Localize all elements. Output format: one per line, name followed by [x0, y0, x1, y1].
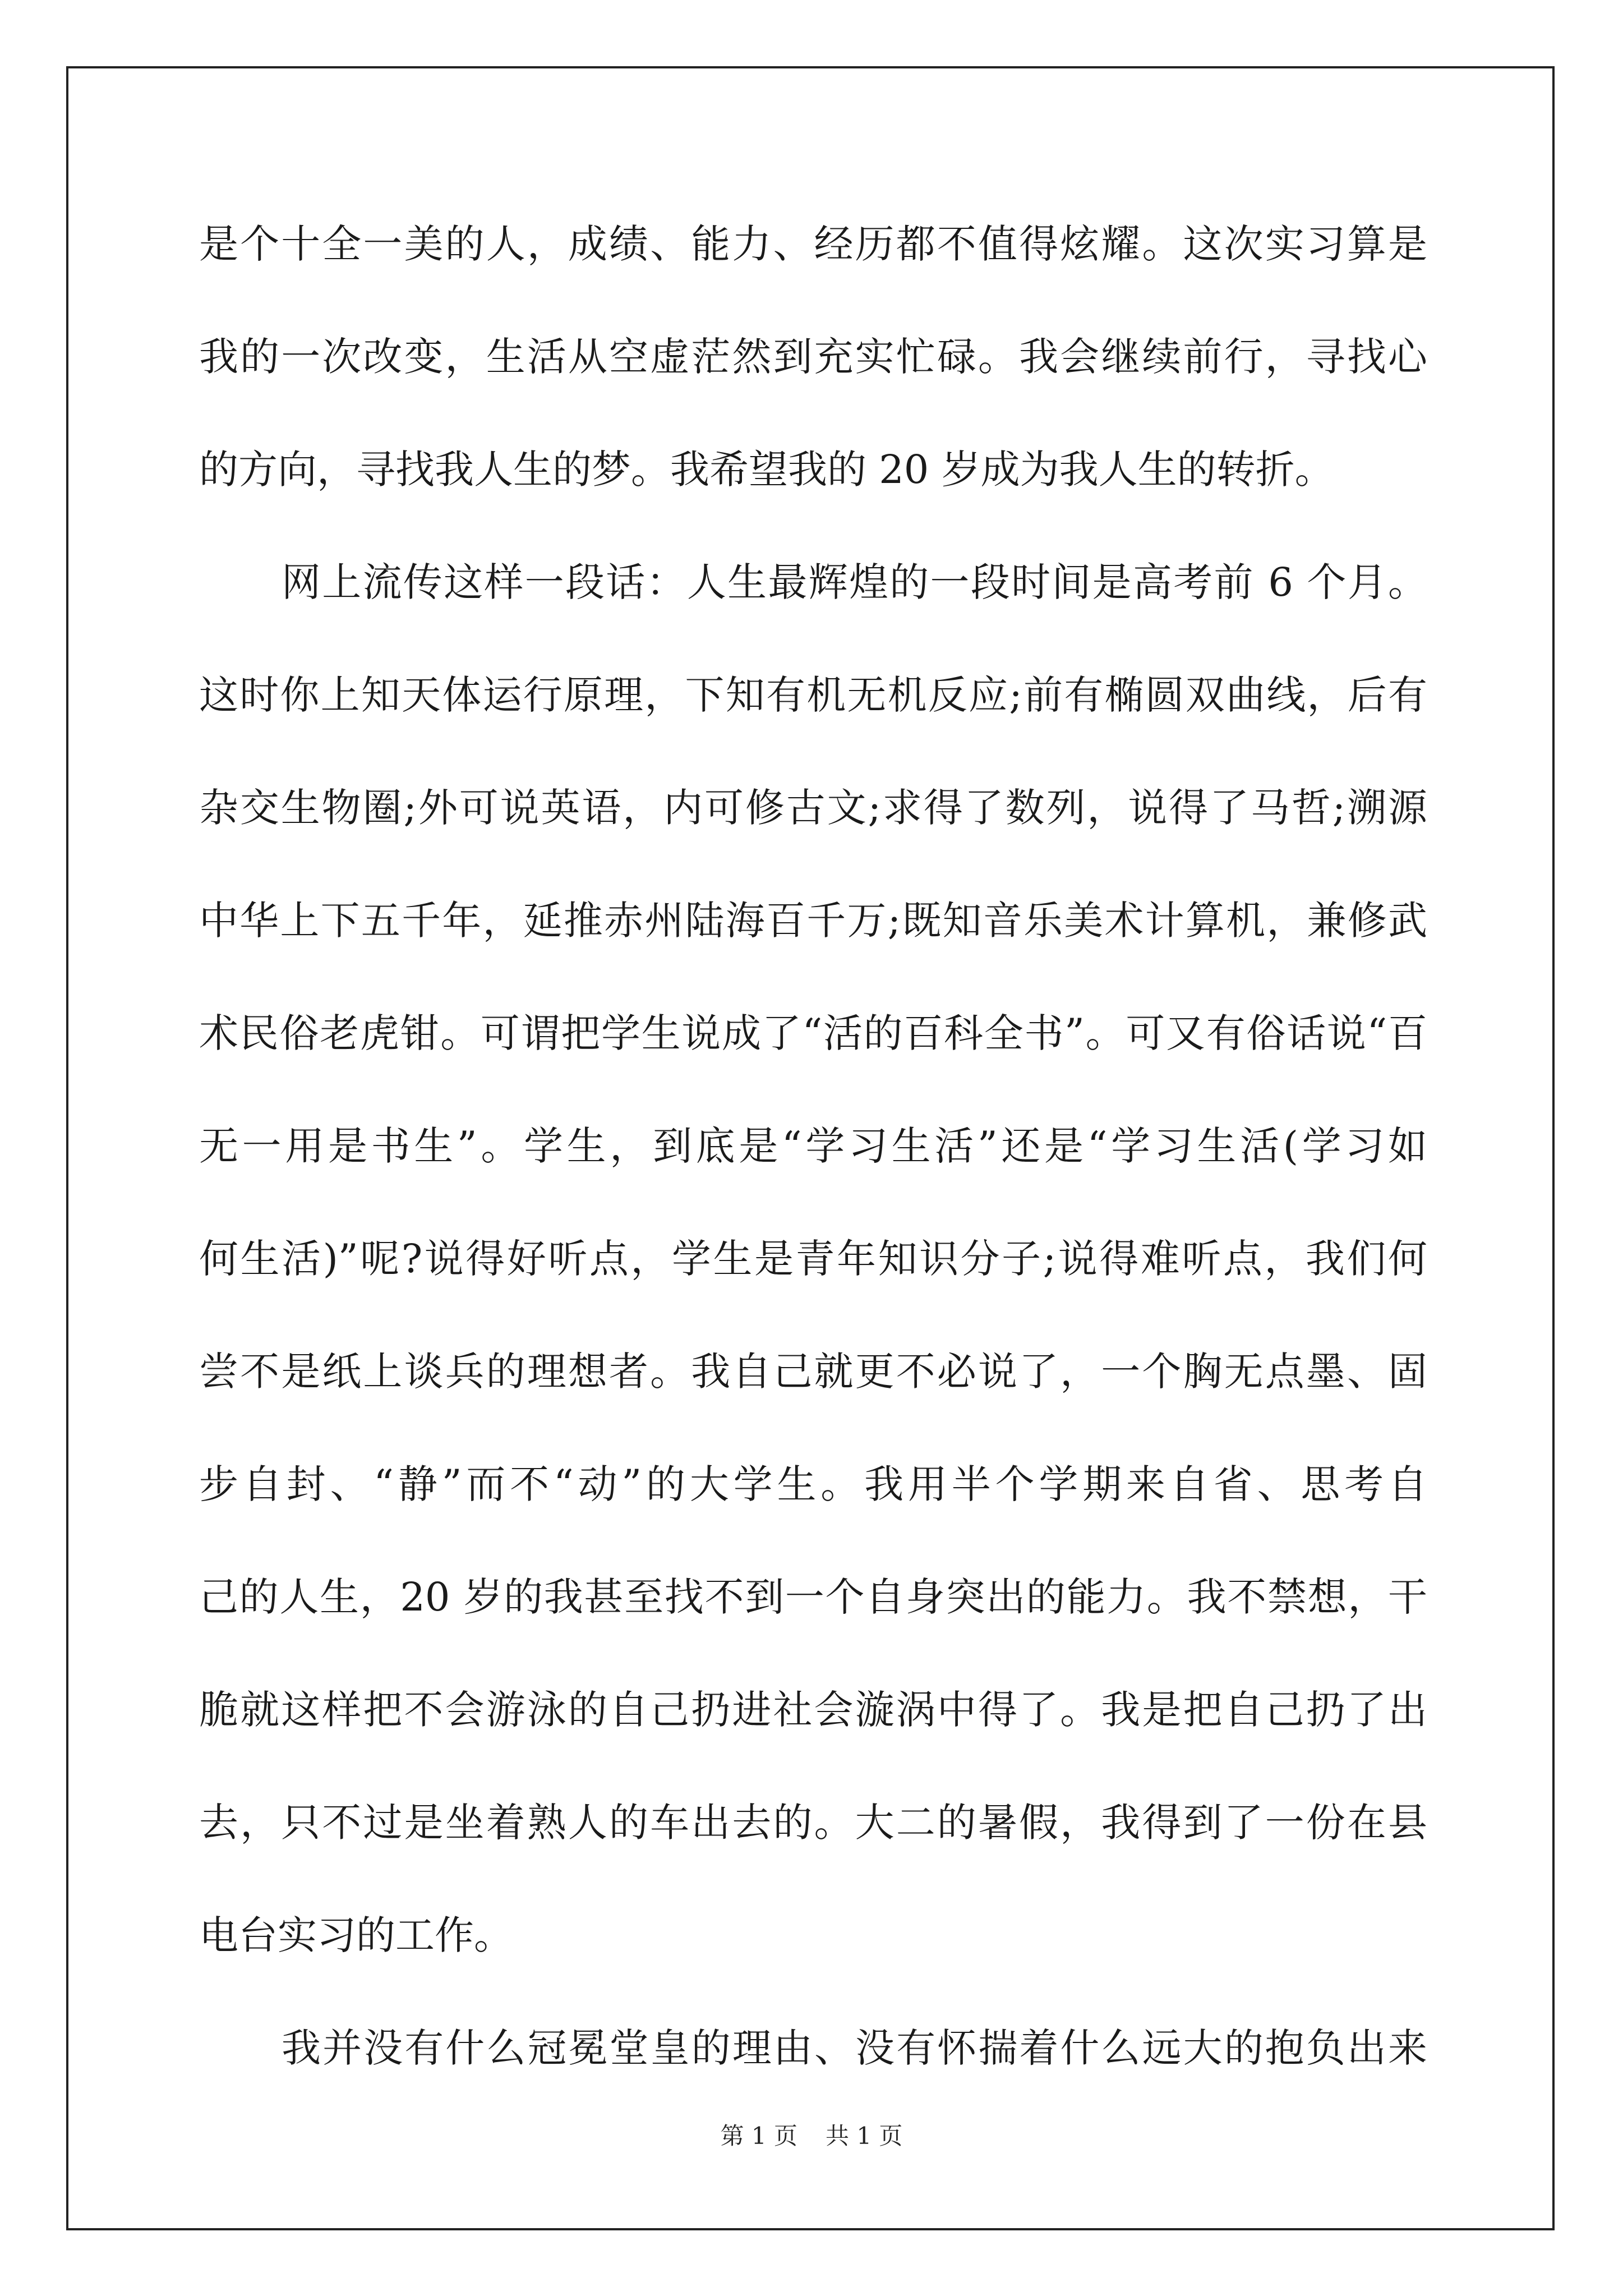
text-line: 去，只不过是坐着熟人的车出去的。大二的暑假，我得到了一份在县	[199, 1800, 1427, 1846]
text-line: 无一用是书生”。学生，到底是“学习生活”还是“学习生活(学习如	[199, 1123, 1427, 1169]
text-line: 电台实习的工作。	[199, 1912, 513, 1958]
text-line: 我并没有什么冠冕堂皇的理由、没有怀揣着什么远大的抱负出来	[282, 2025, 1427, 2071]
text-line: 这时你上知天体运行原理，下知有机无机反应;前有椭圆双曲线，后有	[199, 672, 1427, 718]
text-line: 我的一次改变，生活从空虚茫然到充实忙碌。我会继续前行，寻找心	[199, 334, 1427, 380]
text-line: 的方向，寻找我人生的梦。我希望我的 20 岁成为我人生的转折。	[199, 447, 1334, 493]
page-number: 第 1 页	[720, 2122, 797, 2150]
page-footer	[0, 2119, 1623, 2153]
text-line: 脆就这样把不会游泳的自己扔进社会漩涡中得了。我是把自己扔了出	[199, 1687, 1427, 1733]
text-line: 何生活)”呢?说得好听点，学生是青年知识分子;说得难听点，我们何	[199, 1236, 1427, 1282]
text-line: 己的人生，20 岁的我甚至找不到一个自身突出的能力。我不禁想，干	[199, 1574, 1427, 1620]
text-line: 术民俗老虎钳。可谓把学生说成了“活的百科全书”。可又有俗话说“百	[199, 1010, 1427, 1056]
text-line: 网上流传这样一段话：人生最辉煌的一段时间是高考前 6 个月。	[282, 559, 1427, 605]
text-line: 步自封、“静”而不“动”的大学生。我用半个学期来自省、思考自	[199, 1461, 1427, 1507]
text-line: 尝不是纸上谈兵的理想者。我自己就更不必说了，一个胸无点墨、固	[199, 1349, 1427, 1395]
page-total: 共 1 页	[826, 2122, 903, 2150]
text-line: 杂交生物圈;外可说英语，内可修古文;求得了数列，说得了马哲;溯源	[199, 785, 1427, 831]
text-line: 是个十全一美的人，成绩、能力、经历都不值得炫耀。这次实习算是	[199, 221, 1427, 267]
text-line: 中华上下五千年，延推赤州陆海百千万;既知音乐美术计算机，兼修武	[199, 898, 1427, 944]
